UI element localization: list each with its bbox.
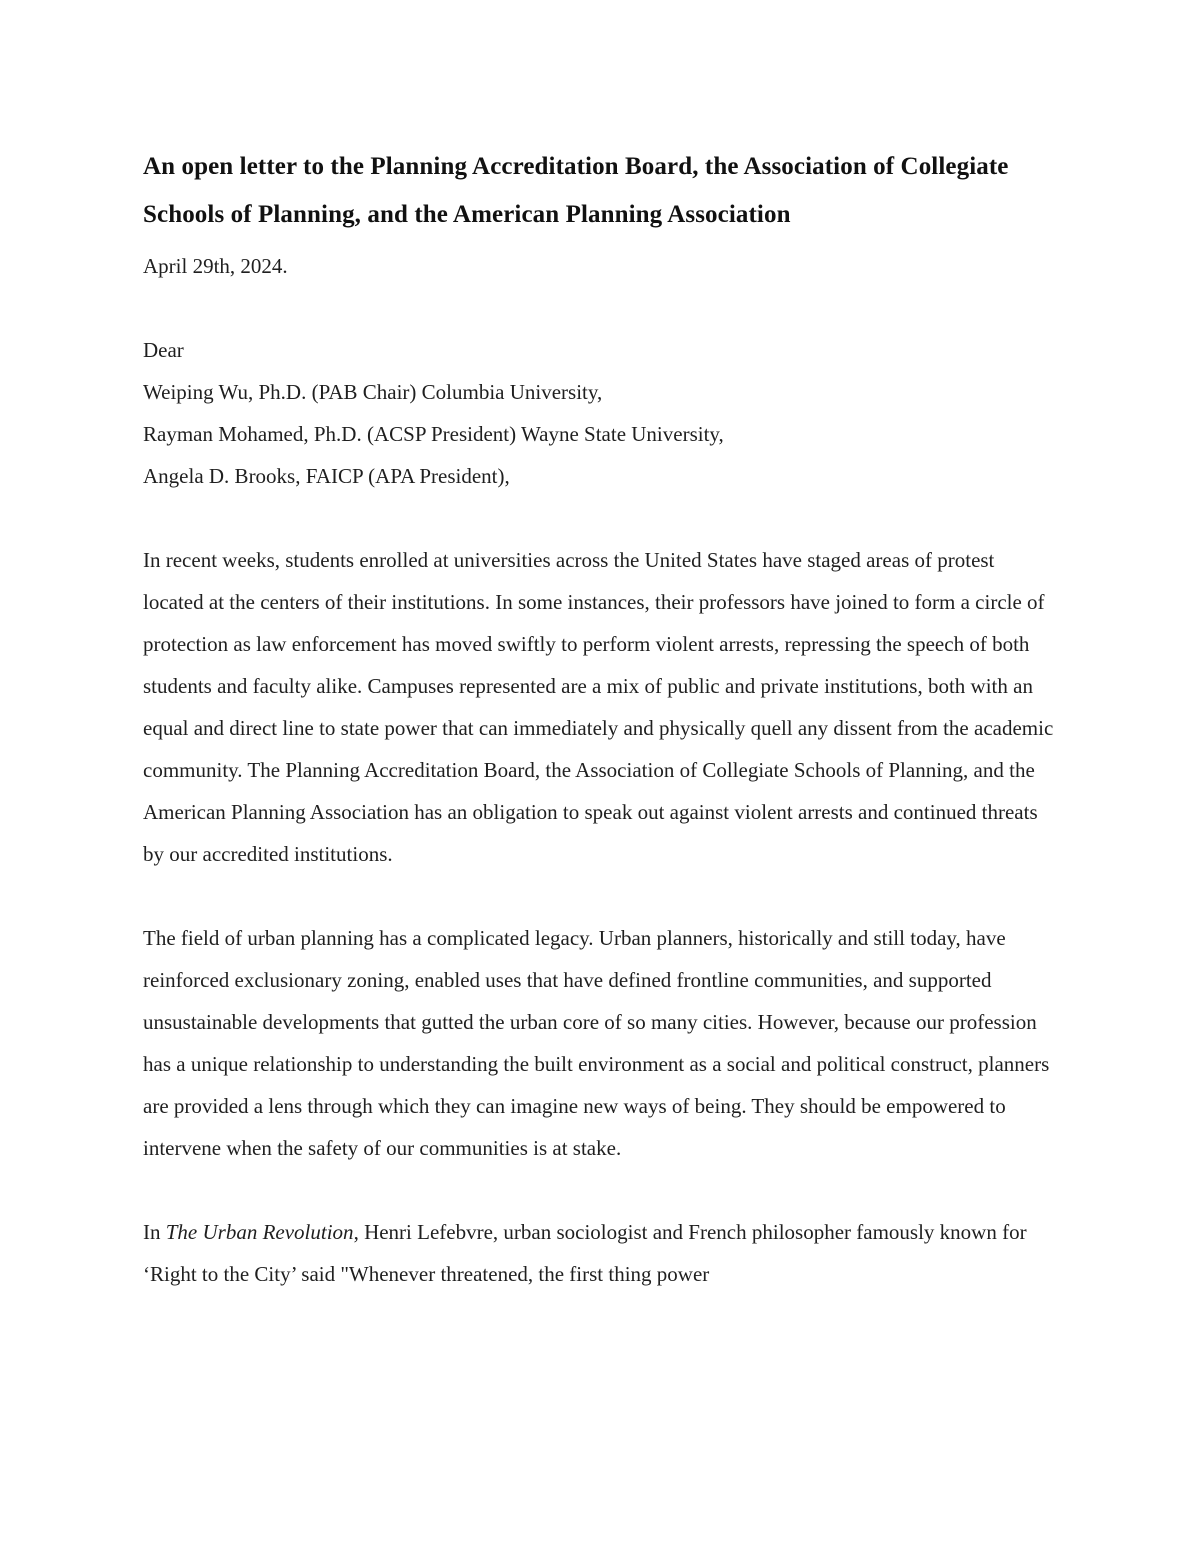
letter-date: April 29th, 2024. xyxy=(143,254,288,278)
letter-title: An open letter to the Planning Accreditation Board, the Association of Collegiate Schools of Planning, and the American Planning Association xyxy=(143,153,1009,228)
book-title: The Urban Revolution xyxy=(165,1220,354,1244)
body-paragraph-closing xyxy=(143,1211,1060,1295)
body-paragraph: The field of urban planning has a complicated legacy. Urban planners, historically and still today, have reinforced exclusionary zoning, enabled uses that have defined frontline communities, and supported unsustainable developments that gutted the urban core of so many cities. However, because our profession has a unique relationship to understanding the built environment as a social and political construct, planners are provided a lens through which they can imagine new ways of being. They should be empowered to intervene when the safety of our communities is at stake. xyxy=(143,926,1050,1160)
body-paragraph: In recent weeks, students enrolled at universities across the United States have staged areas of protest located at the centers of their institutions. In some instances, their professors have joined to form a circle of protection as law enforcement has moved swiftly to perform violent arrests, repressing the speech of both students and faculty alike. Campuses represented are a mix of public and private institutions, both with an equal and direct line to state power that can immediately and physically quell any dissent from the academic community. The Planning Accreditation Board, the Association of Collegiate Schools of Planning, and the American Planning Association has an obligation to speak out against violent arrests and continued threats by our accredited institutions. xyxy=(143,548,1054,866)
closing-rest: , Henri Lefebvre, urban sociologist and French philosopher famously known for ‘Right to the City’ said "Whenever threatened, the first thing power xyxy=(143,1220,1027,1286)
recipient-line: Rayman Mohamed, Ph.D. (ACSP President) Wayne State University, xyxy=(143,422,724,446)
address-block xyxy=(143,329,1060,497)
recipient-line: Angela D. Brooks, FAICP (APA President), xyxy=(143,464,510,488)
salutation: Dear xyxy=(143,338,184,362)
recipient-line: Weiping Wu, Ph.D. (PAB Chair) Columbia University, xyxy=(143,380,603,404)
closing-prefix: In xyxy=(143,1220,166,1244)
